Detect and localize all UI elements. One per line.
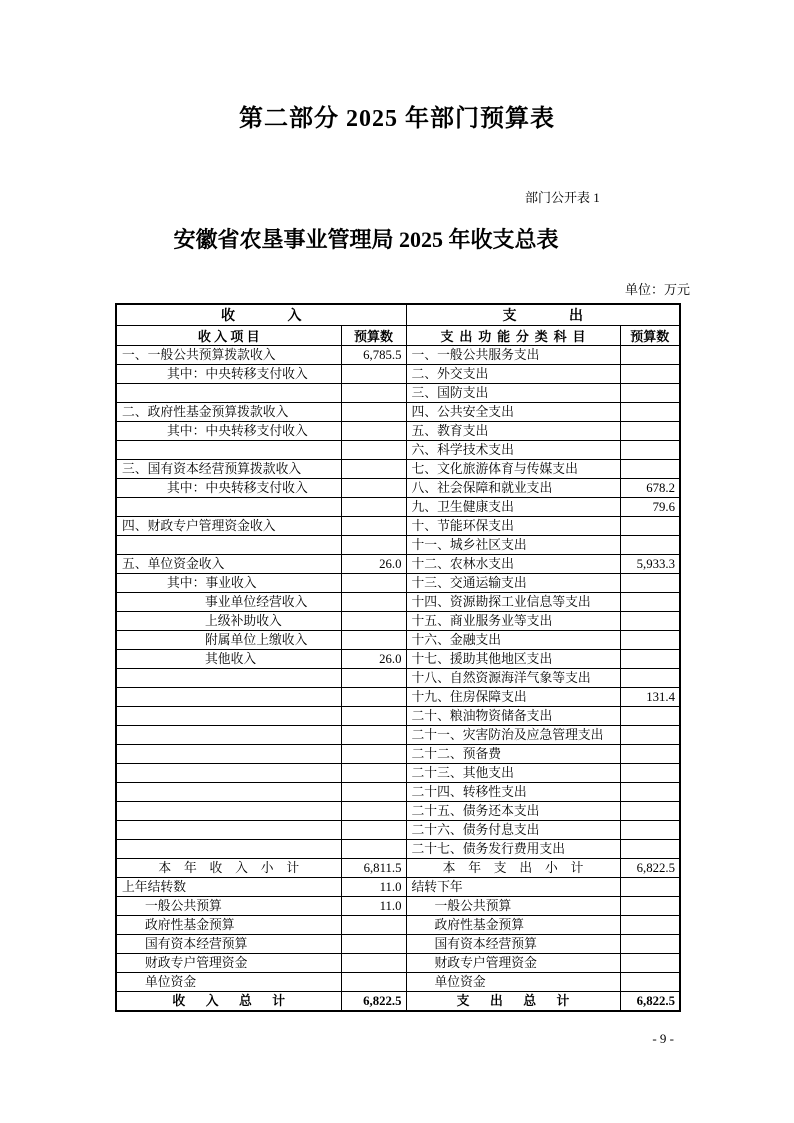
budget-row (116, 612, 680, 631)
expense-item-cell: 单位资金 (406, 973, 620, 992)
expense-item-cell: 本年支出小计 (406, 859, 620, 878)
expense-item-cell: 十八、自然资源海洋气象等支出 (406, 669, 620, 688)
income-budget-cell (341, 745, 406, 764)
income-budget-cell (341, 973, 406, 992)
expense-item-cell: 六、科学技术支出 (406, 441, 620, 460)
expense-item-cell: 支出总计 (406, 992, 620, 1012)
page-number: - 9 - (652, 1031, 674, 1046)
income-item-cell: 一、一般公共预算拨款收入 (116, 346, 341, 365)
income-item-cell: 本年收入小计 (116, 859, 341, 878)
part-title: 第二部分 2025 年部门预算表 (239, 106, 555, 132)
income-item-cell (116, 821, 341, 840)
expense-item-cell: 二十六、债务付息支出 (406, 821, 620, 840)
budget-row (116, 897, 680, 916)
income-item-cell: 四、财政专户管理资金收入 (116, 517, 341, 536)
expense-item-cell: 十九、住房保障支出 (406, 688, 620, 707)
budget-row (116, 460, 680, 479)
budget-row (116, 669, 680, 688)
income-budget-cell (341, 403, 406, 422)
income-item-cell: 上年结转数 (116, 878, 341, 897)
budget-summary-table (115, 303, 681, 1012)
budget-row (116, 517, 680, 536)
expense-budget-cell (620, 897, 680, 916)
expense-budget-cell (620, 422, 680, 441)
income-item-cell: 其中：中央转移支付收入 (116, 422, 341, 441)
expense-item-cell: 八、社会保障和就业支出 (406, 479, 620, 498)
income-budget-cell (341, 707, 406, 726)
expense-budget-cell (620, 954, 680, 973)
expense-item-cell: 十四、资源勘探工业信息等支出 (406, 593, 620, 612)
expense-budget-cell (620, 517, 680, 536)
expense-item-cell: 十七、援助其他地区支出 (406, 650, 620, 669)
income-item-cell: 附属单位上缴收入 (116, 631, 341, 650)
income-budget-cell (341, 631, 406, 650)
expense-budget-cell (620, 536, 680, 555)
income-budget-cell (341, 384, 406, 403)
budget-row (116, 593, 680, 612)
income-item-cell (116, 745, 341, 764)
budget-row (116, 859, 680, 878)
budget-row (116, 479, 680, 498)
expense-item-cell: 二十五、债务还本支出 (406, 802, 620, 821)
expense-budget-cell (620, 346, 680, 365)
budget-row (116, 973, 680, 992)
budget-row (116, 441, 680, 460)
income-budget-cell (341, 954, 406, 973)
expense-budget-cell: 5,933.3 (620, 555, 680, 574)
expense-item-cell: 结转下年 (406, 878, 620, 897)
income-budget-cell (341, 669, 406, 688)
expense-budget-cell: 79.6 (620, 498, 680, 517)
budget-row (116, 878, 680, 897)
expense-budget-cell (620, 840, 680, 859)
income-budget-cell (341, 688, 406, 707)
budget-row (116, 783, 680, 802)
income-section-header: 收 入 (116, 304, 406, 326)
expense-budget-cell: 678.2 (620, 479, 680, 498)
income-item-cell: 其中：中央转移支付收入 (116, 365, 341, 384)
income-item-cell (116, 764, 341, 783)
expense-item-cell: 五、教育支出 (406, 422, 620, 441)
income-item-cell (116, 688, 341, 707)
expense-budget-cell: 6,822.5 (620, 859, 680, 878)
income-budget-cell (341, 916, 406, 935)
income-budget-cell (341, 840, 406, 859)
income-item-cell: 其他收入 (116, 650, 341, 669)
income-budget-cell (341, 365, 406, 384)
expense-budget-cell (620, 574, 680, 593)
budget-row (116, 992, 680, 1012)
income-budget-cell (341, 783, 406, 802)
income-budget-cell: 26.0 (341, 650, 406, 669)
expense-budget-cell (620, 783, 680, 802)
income-item-cell: 一般公共预算 (116, 897, 341, 916)
income-budget-cell: 11.0 (341, 878, 406, 897)
income-item-cell: 事业单位经营收入 (116, 593, 341, 612)
income-item-cell: 三、国有资本经营预算拨款收入 (116, 460, 341, 479)
income-budget-cell (341, 612, 406, 631)
expense-item-cell: 十、节能环保支出 (406, 517, 620, 536)
expense-item-cell: 一般公共预算 (406, 897, 620, 916)
income-item-cell (116, 707, 341, 726)
unit-label: 单位：万元 (624, 282, 690, 297)
income-item-cell (116, 783, 341, 802)
expense-section-header: 支 出 (406, 304, 680, 326)
expense-budget-cell (620, 384, 680, 403)
expense-item-cell: 十五、商业服务业等支出 (406, 612, 620, 631)
income-budget-cell (341, 479, 406, 498)
expense-item-cell: 四、公共安全支出 (406, 403, 620, 422)
income-item-cell (116, 384, 341, 403)
expense-item-cell: 二十四、转移性支出 (406, 783, 620, 802)
income-item-cell: 五、单位资金收入 (116, 555, 341, 574)
income-budget-cell (341, 441, 406, 460)
budget-row (116, 935, 680, 954)
income-item-cell (116, 498, 341, 517)
income-budget-cell: 6,785.5 (341, 346, 406, 365)
income-budget-cell: 6,822.5 (341, 992, 406, 1012)
budget-row (116, 650, 680, 669)
expense-item-cell: 三、国防支出 (406, 384, 620, 403)
budget-row (116, 764, 680, 783)
expense-item-cell: 十一、城乡社区支出 (406, 536, 620, 555)
budget-row (116, 726, 680, 745)
budget-row (116, 365, 680, 384)
expense-budget-cell (620, 707, 680, 726)
expense-item-cell: 二十、粮油物资储备支出 (406, 707, 620, 726)
expense-budget-cell (620, 764, 680, 783)
income-budget-cell (341, 574, 406, 593)
budget-row (116, 346, 680, 365)
budget-row (116, 688, 680, 707)
income-budget-cell (341, 726, 406, 745)
income-item-cell: 二、政府性基金预算拨款收入 (116, 403, 341, 422)
expense-budget-cell (620, 460, 680, 479)
expense-budget-cell (620, 878, 680, 897)
budget-row (116, 384, 680, 403)
income-budget-cell: 11.0 (341, 897, 406, 916)
income-items-column-header: 收 入 项 目 (116, 326, 341, 346)
expense-budget-cell (620, 973, 680, 992)
budget-row (116, 802, 680, 821)
income-item-cell (116, 441, 341, 460)
income-budget-cell (341, 536, 406, 555)
expense-budget-cell (620, 935, 680, 954)
expense-item-cell: 二十三、其他支出 (406, 764, 620, 783)
income-item-cell: 收入总计 (116, 992, 341, 1012)
income-item-cell: 其中：中央转移支付收入 (116, 479, 341, 498)
income-item-cell: 上级补助收入 (116, 612, 341, 631)
income-budget-cell: 6,811.5 (341, 859, 406, 878)
expense-budget-cell (620, 631, 680, 650)
expense-budget-cell (620, 745, 680, 764)
table-title: 安徽省农垦事业管理局 2025 年收支总表 (173, 227, 559, 252)
income-budget-cell (341, 460, 406, 479)
expense-budget-cell (620, 365, 680, 384)
income-item-cell (116, 840, 341, 859)
income-budget-cell (341, 593, 406, 612)
expense-budget-cell (620, 441, 680, 460)
income-budget-column-header: 预算数 (341, 326, 406, 346)
income-budget-cell (341, 935, 406, 954)
column-header-row (116, 326, 680, 346)
expense-item-cell: 政府性基金预算 (406, 916, 620, 935)
budget-row (116, 707, 680, 726)
expense-item-cell: 二、外交支出 (406, 365, 620, 384)
expense-budget-cell: 131.4 (620, 688, 680, 707)
income-item-cell (116, 802, 341, 821)
expense-item-cell: 十二、农林水支出 (406, 555, 620, 574)
budget-row (116, 631, 680, 650)
expense-budget-cell (620, 669, 680, 688)
expense-item-cell: 十三、交通运输支出 (406, 574, 620, 593)
expense-budget-cell (620, 916, 680, 935)
expense-item-cell: 国有资本经营预算 (406, 935, 620, 954)
budget-row (116, 422, 680, 441)
budget-row (116, 403, 680, 422)
budget-row (116, 954, 680, 973)
budget-row (116, 498, 680, 517)
budget-row (116, 840, 680, 859)
expense-items-column-header: 支出功能分类科目 (406, 326, 620, 346)
income-item-cell: 国有资本经营预算 (116, 935, 341, 954)
group-header-row (116, 304, 680, 326)
income-budget-cell (341, 498, 406, 517)
income-item-cell (116, 536, 341, 555)
expense-item-cell: 二十一、灾害防治及应急管理支出 (406, 726, 620, 745)
budget-row (116, 536, 680, 555)
expense-item-cell: 九、卫生健康支出 (406, 498, 620, 517)
income-budget-cell (341, 517, 406, 536)
budget-row (116, 574, 680, 593)
expense-budget-cell (620, 612, 680, 631)
expense-item-cell: 二十七、债务发行费用支出 (406, 840, 620, 859)
table-public-label: 部门公开表 1 (525, 190, 600, 205)
expense-budget-cell (620, 821, 680, 840)
expense-budget-cell (620, 650, 680, 669)
income-item-cell: 政府性基金预算 (116, 916, 341, 935)
income-budget-cell (341, 802, 406, 821)
budget-row (116, 745, 680, 764)
expense-item-cell: 十六、金融支出 (406, 631, 620, 650)
income-budget-cell (341, 422, 406, 441)
budget-row (116, 555, 680, 574)
expense-item-cell: 财政专户管理资金 (406, 954, 620, 973)
income-item-cell (116, 669, 341, 688)
income-budget-cell (341, 821, 406, 840)
income-item-cell: 其中：事业收入 (116, 574, 341, 593)
budget-table-body (116, 346, 680, 1012)
budget-row (116, 916, 680, 935)
income-budget-cell (341, 764, 406, 783)
income-item-cell (116, 726, 341, 745)
income-budget-cell: 26.0 (341, 555, 406, 574)
expense-item-cell: 七、文化旅游体育与传媒支出 (406, 460, 620, 479)
expense-item-cell: 一、一般公共服务支出 (406, 346, 620, 365)
expense-budget-cell (620, 403, 680, 422)
budget-row (116, 821, 680, 840)
expense-budget-cell (620, 726, 680, 745)
income-item-cell: 财政专户管理资金 (116, 954, 341, 973)
expense-budget-cell: 6,822.5 (620, 992, 680, 1012)
expense-item-cell: 二十二、预备费 (406, 745, 620, 764)
expense-budget-column-header: 预算数 (620, 326, 680, 346)
expense-budget-cell (620, 593, 680, 612)
income-item-cell: 单位资金 (116, 973, 341, 992)
expense-budget-cell (620, 802, 680, 821)
